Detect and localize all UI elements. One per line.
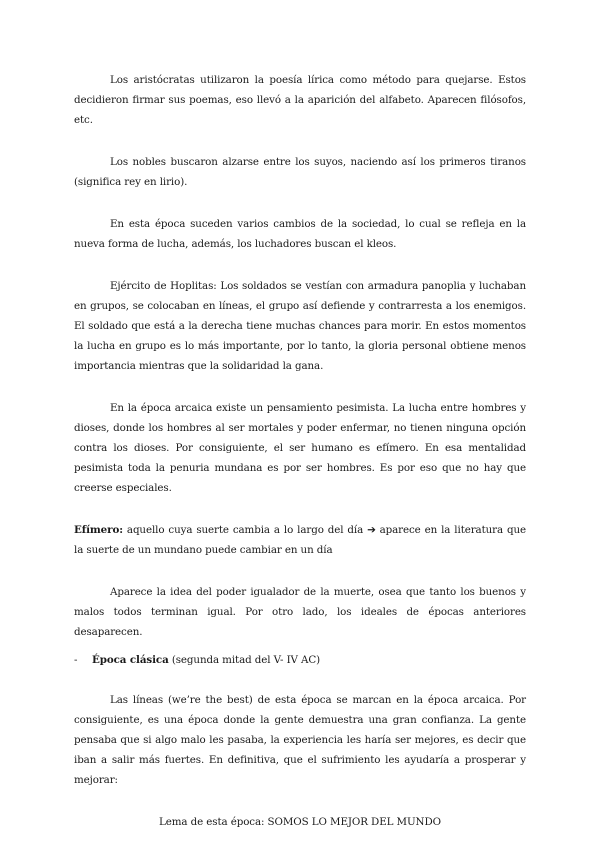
section-title: Época clásica <box>92 654 169 666</box>
paragraph-pessimism: En la época arcaica existe un pensamiento pesimista. La lucha entre hombres y dioses, donde los hombres al ser mortales y poder enfermar, no tienen ninguna opción contra los dioses. Por consiguiente, el ser humano es efímero. En esa mentalidad pesimista toda la penuria mundana es por ser hombres. Es por eso que no hay que creerse especiales. <box>74 402 526 494</box>
paragraph-classical-lines: Las líneas (we’re the best) de esta época se marcan en la época arcaica. Por consiguiente, es una época donde la gente demuestra una gran confianza. La gente pensaba que si algo malo les pasaba, la experiencia les haría ser mejores, es decir que iban a salir más fuertes. En definitiva, que el sufrimiento les ayudaría a prosperar y mejorar: <box>74 694 526 786</box>
motto-line: Lema de esta época: SOMOS LO MEJOR DEL MUNDO <box>159 816 441 828</box>
paragraph-efimero-definition <box>74 520 526 560</box>
section-heading-classical <box>74 650 526 670</box>
section-heading-text <box>92 650 526 670</box>
paragraph-society-changes: En esta época suceden varios cambios de la sociedad, lo cual se refleja en la nueva forma de lucha, además, los luchadores buscan el kleos. <box>74 218 526 250</box>
section-detail: (segunda mitad del V- IV AC) <box>168 654 321 666</box>
paragraph-death-equalizer: Aparece la idea del poder igualador de la muerte, osea que tanto los buenos y malos todos terminan igual. Por otro lado, los ideales de épocas anteriores desaparecen. <box>74 586 526 638</box>
bullet-dash: - <box>74 654 78 666</box>
term-efimero: Efímero: <box>74 524 123 536</box>
paragraph-aristocrats: Los aristócratas utilizaron la poesía lírica como método para quejarse. Estos decidieron firmar sus poemas, eso llevó a la aparición del alfabeto. Aparecen filósofos, etc. <box>74 74 526 126</box>
paragraph-hoplites: Ejército de Hoplitas: Los soldados se vestían con armadura panoplia y luchaban en grupos, se colocaban en líneas, el grupo así defiende y contrarresta a los enemigos. El soldado que está a la derecha tiene muchas chances para morir. En estos momentos la lucha en grupo es lo más importante, por lo tanto, la gloria personal obtiene menos importancia mientras que la solidaridad la gana. <box>74 280 526 372</box>
definition-efimero: aquello cuya suerte cambia a lo largo del día ➔ aparece en la literatura que la suerte de un mundano puede cambiar en un día <box>74 524 526 556</box>
paragraph-nobles: Los nobles buscaron alzarse entre los suyos, naciendo así los primeros tiranos (significa rey en lirio). <box>74 156 526 188</box>
